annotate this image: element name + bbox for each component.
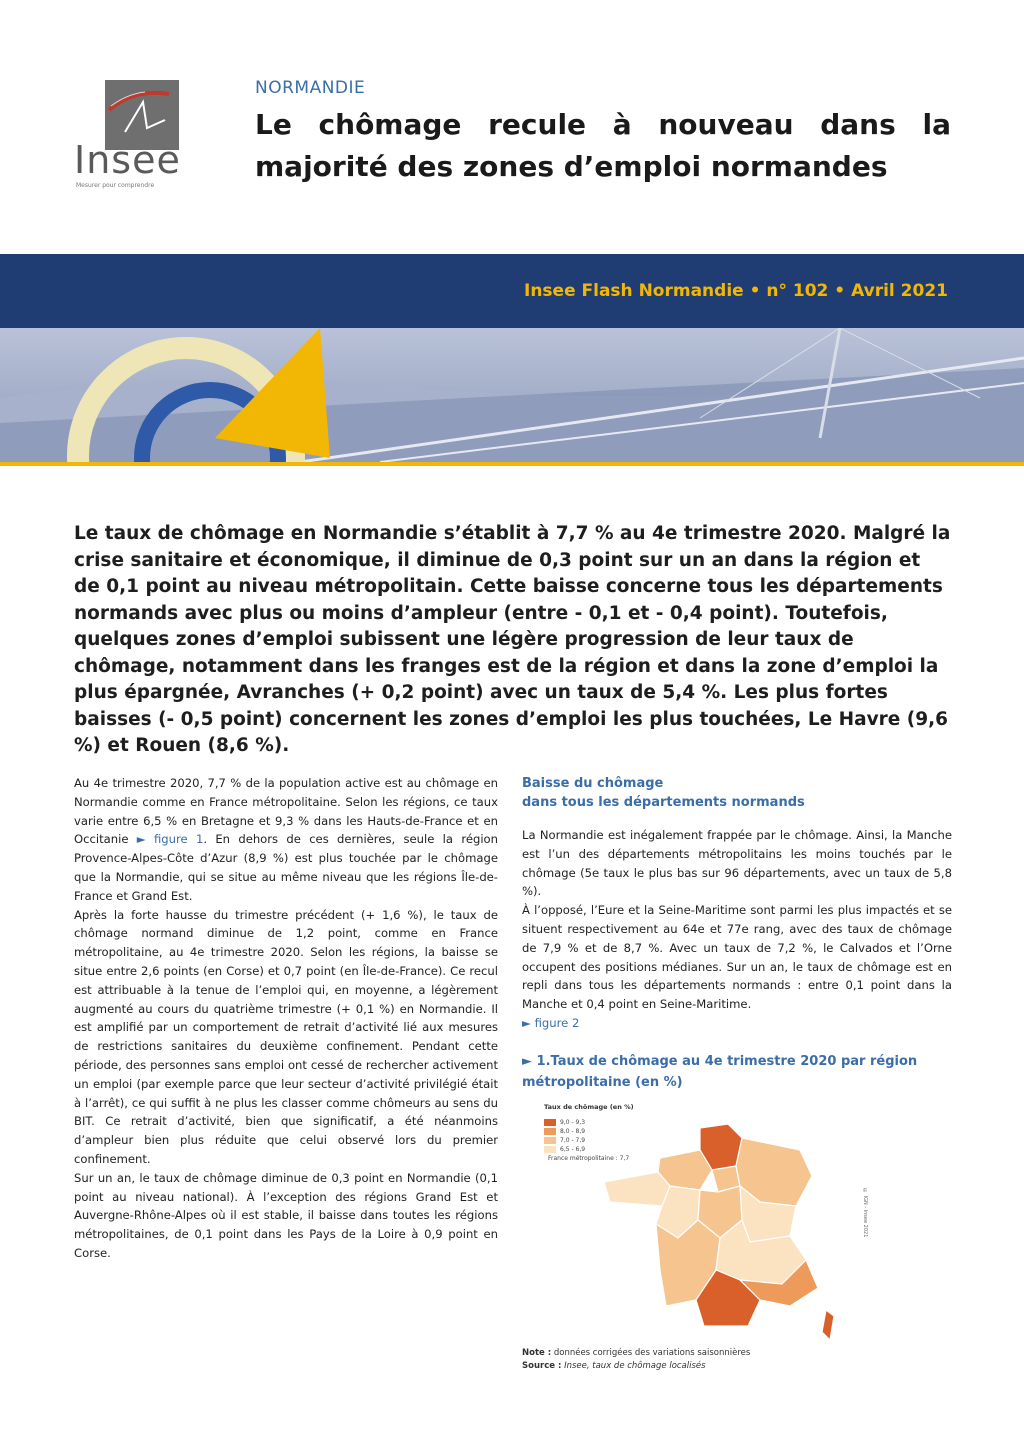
figure-1-link[interactable]: ► figure 1 — [136, 832, 204, 847]
note-label: Note : — [522, 1348, 552, 1358]
left-paragraph-1-text-a: Au 4e trimestre 2020, 7,7 % de la population active est au chômage en Normandie comme en France métropolitaine. Selon les régions, ce taux varie entre 6,5 % en Bretagne et 9,3 % dans les Hauts-de-France et en Occitanie — [74, 776, 498, 847]
region-bretagne — [604, 1172, 670, 1206]
legend-item — [544, 1136, 585, 1145]
banner-rule — [0, 462, 1024, 466]
note-text: données corrigées des variations saisonnières — [551, 1348, 751, 1358]
lead-paragraph: Le taux de chômage en Normandie s’établit à 7,7 % au 4e trimestre 2020. Malgré la crise sanitaire et économique, il diminue de 0,3 point sur un an dans la région et de 0,1 point au niveau métropolitain. Cette baisse concerne tous les départements normands avec plus ou moins d’ampleur (entre - 0,1 et - 0,4 point). Toutefois, quelques zones d’emploi subissent une légère progression de leur taux de chômage, notamment dans les franges est de la région et dans la zone d’emploi la plus épargnée, Avranches (+ 0,2 point) avec un taux de 5,4 %. Les plus fortes baisses (- 0,5 point) concernent les zones d’emploi les plus touchées, Le Havre (9,6 %) et Rouen (8,6 %). — [74, 523, 951, 756]
region-label: NORMANDIE — [255, 78, 366, 98]
source-text: Insee, taux de chômage localisés — [561, 1361, 706, 1371]
section-heading-line-2: dans tous les départements normands — [522, 795, 805, 810]
region-corse — [822, 1310, 834, 1340]
left-paragraph-3: Sur un an, le taux de chômage diminue de 0,3 point en Normandie (0,1 point au niveau national). À l’exception des régions Grand Est et Auvergne-Rhône-Alpes où il est stable, il baisse dans toutes les régions métropolitaines, de 0,1 point dans les Pays de la Loire à 0,9 point en Corse. — [74, 1170, 498, 1260]
insee-logo-word: Insee — [74, 138, 181, 182]
legend-swatch — [544, 1146, 556, 1153]
figure-notes — [522, 1347, 952, 1373]
page-title: Le chômage recule à nouveau dans la majorité des zones d’emploi normandes — [255, 108, 951, 183]
figure-2-link[interactable]: ► figure 2 — [522, 1015, 580, 1030]
banner-image — [0, 328, 1024, 462]
right-paragraph-1: La Normandie est inégalement frappée par le chômage. Ainsi, la Manche est l’un des départements métropolitains les moins touchés par le chômage (5e taux le plus bas sur 96 départements, avec un taux de 5,8 %). — [522, 828, 952, 899]
legend-swatch — [544, 1119, 556, 1126]
legend-swatch — [544, 1137, 556, 1144]
right-column — [522, 774, 952, 1093]
section-heading-line-1: Baisse du chômage — [522, 776, 664, 791]
left-column — [74, 774, 498, 1263]
regions-map — [540, 1100, 880, 1345]
left-paragraph-1 — [74, 774, 498, 906]
metro-rate-label: France métropolitaine : 7,7 — [548, 1155, 630, 1162]
insee-logo-tagline: Mesurer pour comprendre — [76, 182, 155, 189]
left-paragraph-2: Après la forte hausse du trimestre précédent (+ 1,6 %), le taux de chômage normand diminue de 1,2 point, comme en France métropolitaine, au 4e trimestre 2020. Selon les régions, la baisse se situe entre 2,6 points (en Corse) et 0,7 point (en Île-de-France). Ce recul est attribuable à la tenue de l’emploi qui, en moyenne, a légèrement augmenté au cours du quatrième trimestre (+ 0,1 %) en Normandie. Il est amplifié par un comportement de retrait d’activité lié aux mesures de restrictions sanitaires du deuxième confinement. Pendant cette période, des personnes sans emploi ont cessé de rechercher activement un emploi (par exemple parce que leur secteur d’activité privilégié était à l’arrêt), ce qui suffit à ne plus les classer comme chômeurs au sens du BIT. Ce retrait d’activité, bien que significatif, a été néanmoins d’ampleur bien plus réduite que celui observé lors du premier confinement. — [74, 907, 498, 1166]
legend-label: 7,0 - 7,9 — [560, 1137, 586, 1144]
figure-1-title — [522, 1051, 952, 1093]
legend-item — [544, 1127, 585, 1136]
source-line — [522, 1360, 952, 1373]
figure-1-title-line-2: métropolitaine (en %) — [522, 1074, 683, 1090]
series-band — [0, 254, 1024, 328]
map-legend — [544, 1118, 585, 1154]
france-map — [600, 1120, 840, 1345]
legend-swatch — [544, 1128, 556, 1135]
legend-label: 6,5 - 6,9 — [560, 1146, 586, 1153]
section-heading — [522, 774, 952, 812]
legend-item — [544, 1118, 585, 1127]
insee-logo — [72, 78, 184, 190]
right-paragraph-2: À l’opposé, l’Eure et la Seine-Maritime sont parmi les plus impactés et se situent respectivement au 64e et 77e rang, avec des taux de chômage de 7,9 % et de 8,7 %. Avec un taux de 7,2 %, le Calvados et l’Orne occupent des positions médianes. Sur un an, le taux de chômage est en repli dans tous les départements normands : entre 0,1 point dans la Manche et 0,4 point en Seine-Maritime. — [522, 903, 952, 1012]
publication-series: Insee Flash Normandie • n° 102 • Avril 2021 — [524, 281, 948, 301]
map-legend-title: Taux de chômage (en %) — [544, 1103, 634, 1111]
note-line — [522, 1347, 952, 1360]
source-label: Source : — [522, 1361, 562, 1371]
legend-item — [544, 1145, 585, 1154]
figure-1-title-line-1: ► 1.Taux de chômage au 4e trimestre 2020 par région — [522, 1053, 918, 1069]
map-copyright: © IGN - Insee 2021 — [862, 1188, 868, 1238]
left-paragraph-1-text-b: . En dehors de ces dernières, seule la région Provence-Alpes-Côte d’Azur (8,9 %) est plus touchée par le chômage que la Normandie, qui se situe au même niveau que les régions Île-de-France et Grand Est. — [74, 832, 498, 903]
legend-label: 8,0 - 8,9 — [560, 1128, 586, 1135]
legend-label: 9,0 - 9,3 — [560, 1119, 586, 1126]
